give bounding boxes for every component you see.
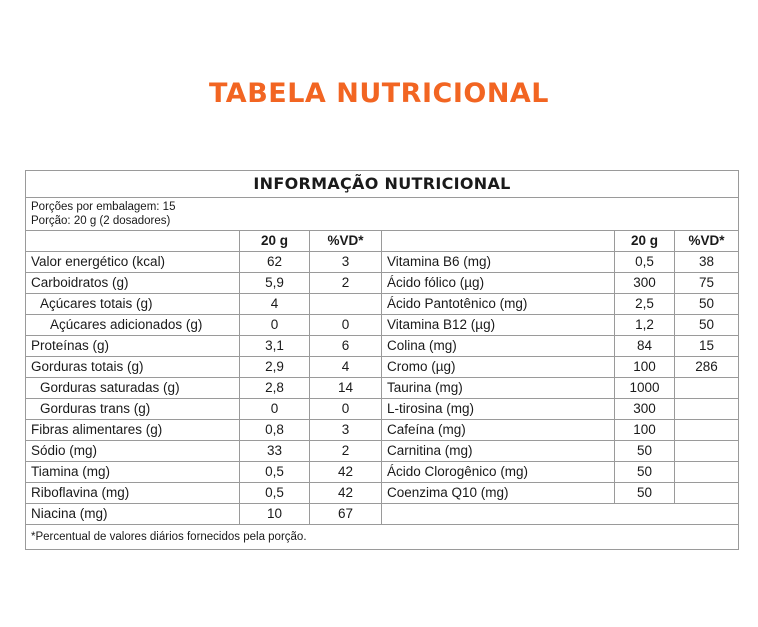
column-header-vd: %VD* (675, 231, 739, 252)
nutrient-vd (310, 294, 382, 315)
nutrient-label: Gorduras totais (g) (26, 357, 240, 378)
nutrient-amount: 0,8 (240, 420, 310, 441)
nutrient-label: Ácido Clorogênico (mg) (382, 462, 615, 483)
nutrient-vd: 0 (310, 399, 382, 420)
nutrient-vd (675, 399, 739, 420)
nutrient-amount: 10 (240, 504, 310, 525)
nutrient-vd: 3 (310, 420, 382, 441)
portions-per-package: Porções por embalagem: 15 (31, 201, 176, 213)
nutrient-label: Coenzima Q10 (mg) (382, 483, 615, 504)
portion-size: Porção: 20 g (2 dosadores) (31, 215, 171, 227)
nutrient-amount: 2,5 (615, 294, 675, 315)
nutrient-vd (675, 441, 739, 462)
nutrient-amount: 5,9 (240, 273, 310, 294)
nutrient-amount: 84 (615, 336, 675, 357)
nutrient-amount: 33 (240, 441, 310, 462)
nutrient-vd: 14 (310, 378, 382, 399)
nutrient-label: Vitamina B12 (µg) (382, 315, 615, 336)
nutrient-amount: 0 (240, 315, 310, 336)
nutrient-amount: 2,8 (240, 378, 310, 399)
nutrient-label: Sódio (mg) (26, 441, 240, 462)
nutrient-vd (675, 483, 739, 504)
column-header-amount: 20 g (240, 231, 310, 252)
nutrient-vd (675, 420, 739, 441)
table-row (26, 504, 739, 525)
nutrient-amount: 2,9 (240, 357, 310, 378)
nutrient-vd: 3 (310, 252, 382, 273)
table-row (26, 252, 739, 273)
nutrient-amount: 1,2 (615, 315, 675, 336)
nutrient-amount: 0,5 (240, 483, 310, 504)
portions-row (26, 198, 739, 231)
nutrient-vd: 50 (675, 294, 739, 315)
nutrient-label: Fibras alimentares (g) (26, 420, 240, 441)
nutrient-amount: 1000 (615, 378, 675, 399)
nutrient-vd: 4 (310, 357, 382, 378)
nutrient-amount: 100 (615, 357, 675, 378)
nutrient-amount: 0,5 (240, 462, 310, 483)
nutrient-label: Gorduras saturadas (g) (26, 378, 240, 399)
nutrient-vd: 2 (310, 441, 382, 462)
nutrient-vd: 38 (675, 252, 739, 273)
nutrient-label: Cafeína (mg) (382, 420, 615, 441)
table-row (26, 441, 739, 462)
nutrient-vd: 67 (310, 504, 382, 525)
nutrient-vd (675, 462, 739, 483)
nutrient-amount: 300 (615, 273, 675, 294)
nutrient-vd: 75 (675, 273, 739, 294)
nutrient-vd: 6 (310, 336, 382, 357)
column-header-empty (26, 231, 240, 252)
column-header-empty (382, 231, 615, 252)
nutrient-label: Gorduras trans (g) (26, 399, 240, 420)
nutrient-vd: 42 (310, 483, 382, 504)
nutrient-vd: 15 (675, 336, 739, 357)
nutrient-label: Niacina (mg) (26, 504, 240, 525)
nutrient-amount: 0,5 (615, 252, 675, 273)
table-row (26, 483, 739, 504)
nutrient-vd (675, 378, 739, 399)
portions-info (26, 198, 739, 231)
nutrient-amount: 4 (240, 294, 310, 315)
table-heading: INFORMAÇÃO NUTRICIONAL (26, 171, 739, 198)
nutrient-label: Tiamina (mg) (26, 462, 240, 483)
nutrient-amount: 50 (615, 462, 675, 483)
table-row (26, 420, 739, 441)
page-title: TABELA NUTRICIONAL (208, 78, 550, 109)
empty-cell (382, 504, 739, 525)
nutrient-vd: 2 (310, 273, 382, 294)
column-header-amount: 20 g (615, 231, 675, 252)
nutrient-label: Ácido Pantotênico (mg) (382, 294, 615, 315)
nutrient-label: Colina (mg) (382, 336, 615, 357)
table-row (26, 462, 739, 483)
footnote-row (26, 525, 739, 550)
nutrient-label: Valor energético (kcal) (26, 252, 240, 273)
nutrient-amount: 62 (240, 252, 310, 273)
footnote: *Percentual de valores diários fornecidos pela porção. (26, 525, 739, 550)
nutrient-label: Vitamina B6 (mg) (382, 252, 615, 273)
nutrient-label: Carboidratos (g) (26, 273, 240, 294)
nutrient-vd: 42 (310, 462, 382, 483)
nutrient-amount: 300 (615, 399, 675, 420)
table-row (26, 273, 739, 294)
nutrient-label: Ácido fólico (µg) (382, 273, 615, 294)
nutrient-label: Carnitina (mg) (382, 441, 615, 462)
nutrient-label: Açúcares totais (g) (26, 294, 240, 315)
nutrient-vd: 286 (675, 357, 739, 378)
column-header-row (26, 231, 739, 252)
nutrient-label: Proteínas (g) (26, 336, 240, 357)
nutrient-label: Taurina (mg) (382, 378, 615, 399)
table-row (26, 399, 739, 420)
nutrient-vd: 50 (675, 315, 739, 336)
table-row (26, 378, 739, 399)
table-row (26, 315, 739, 336)
nutrient-label: Açúcares adicionados (g) (26, 315, 240, 336)
nutrient-label: Cromo (µg) (382, 357, 615, 378)
table-row (26, 357, 739, 378)
table-row (26, 294, 739, 315)
nutrient-amount: 0 (240, 399, 310, 420)
nutrient-amount: 100 (615, 420, 675, 441)
nutrition-table (25, 170, 739, 550)
nutrient-label: L-tirosina (mg) (382, 399, 615, 420)
table-row (26, 336, 739, 357)
nutrient-label: Riboflavina (mg) (26, 483, 240, 504)
nutrient-vd: 0 (310, 315, 382, 336)
nutrient-amount: 50 (615, 483, 675, 504)
column-header-vd: %VD* (310, 231, 382, 252)
table-heading-row (26, 171, 739, 198)
nutrient-amount: 50 (615, 441, 675, 462)
nutrient-amount: 3,1 (240, 336, 310, 357)
